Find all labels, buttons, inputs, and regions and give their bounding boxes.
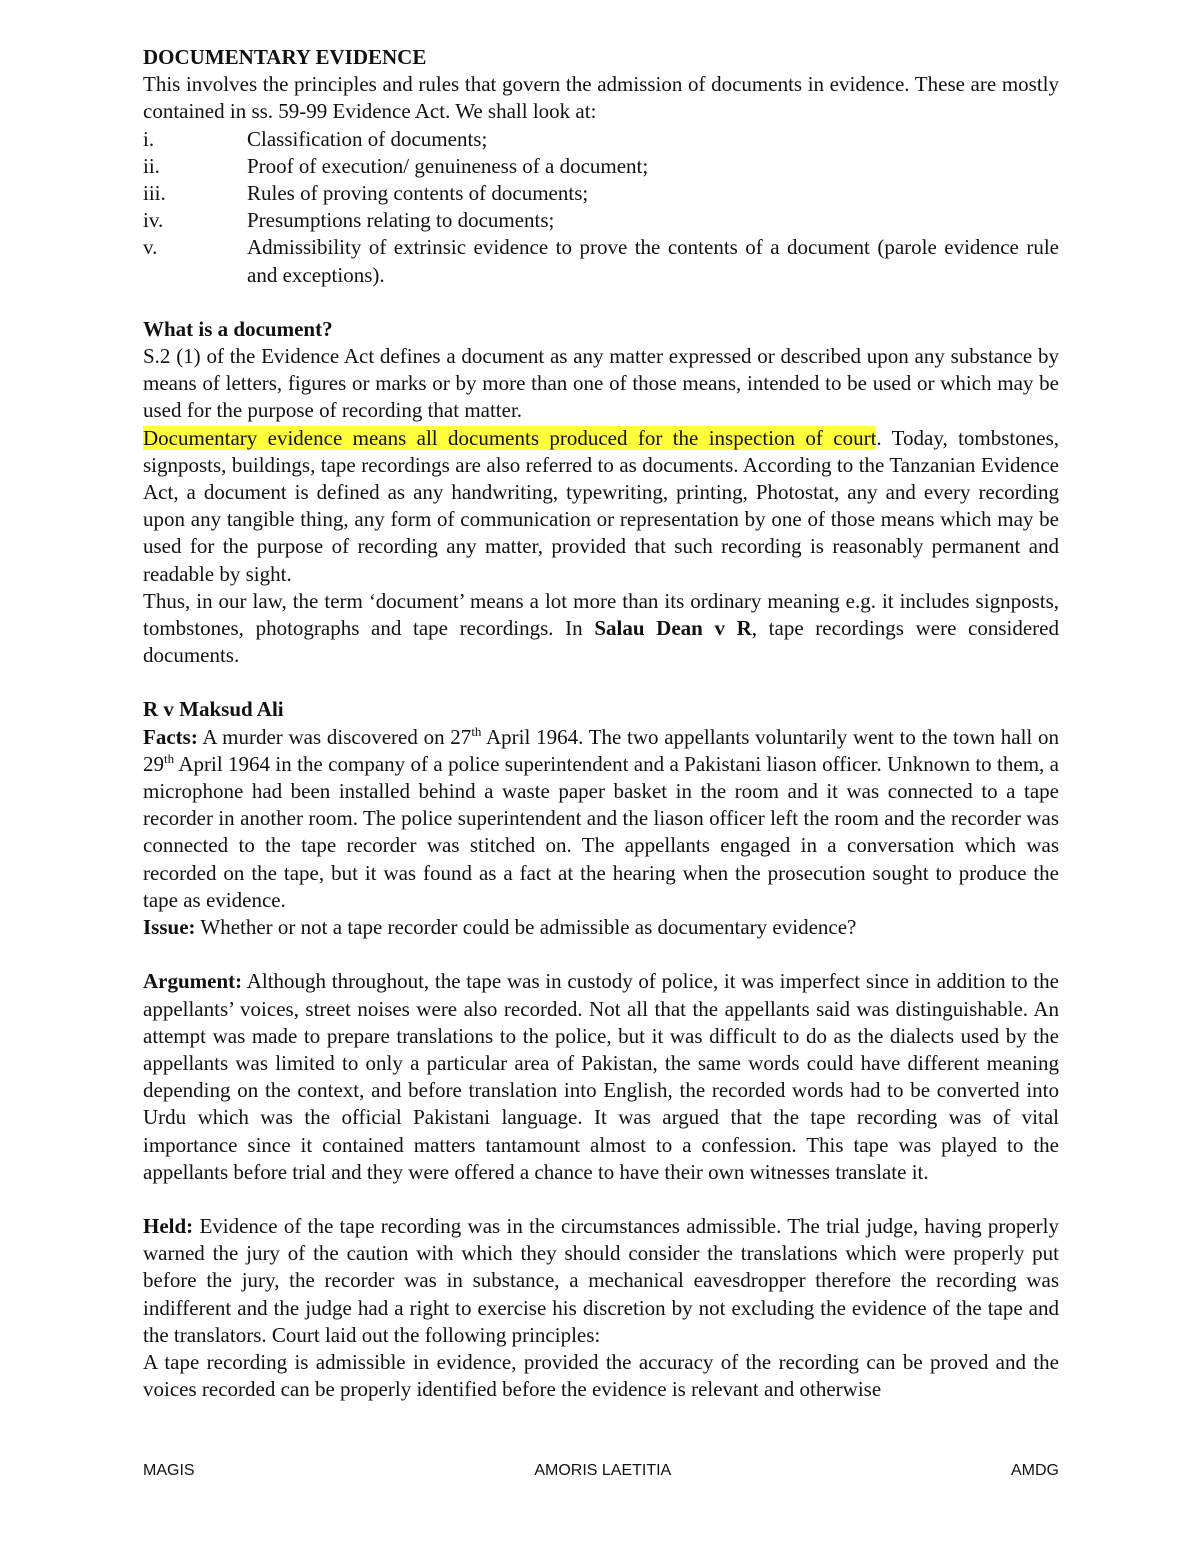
list-number: i. — [143, 126, 155, 151]
footer-center: AMORIS LAETITIA — [534, 1462, 672, 1479]
list-number: ii. — [143, 153, 160, 178]
paragraph-text: Thus, in our law, the term ‘document’ means a lot more than its ordinary meaning e.g. it includes signposts, tombstones, photographs and tape recordings. In — [143, 588, 1059, 641]
thus-paragraph — [143, 588, 1059, 670]
held-label: Held: — [143, 1213, 194, 1238]
list-item — [143, 153, 1059, 180]
list-number: v. — [143, 235, 158, 260]
paragraph-text: Evidence of the tape recording was in the circumstances admissible. The trial judge, having properly warned the jury of the caution with which they should consider the translations which were properly put before the jury, the recorder was in substance, a mechanical eavesdropper therefore the recording was indifferent and the judge had a right to exercise his discretion by not excluding the evidence of the tape and the translators. Court laid out the following principles: — [143, 1213, 1059, 1347]
paragraph-text: April 1964 in the company of a police superintendent and a Pakistani liason officer. Unknown to them, a microphone had been installed behind a waste paper basket in the room and it was connected to a tape recorder in another room. The police superintendent and the liason officer left the room and the recorder was connected to the tape recorder was stitched on. The appellants engaged in a conversation which was recorded on the tape, but it was found as a fact at the hearing when the prosecution sought to produce the tape as evidence. — [143, 751, 1059, 912]
issue-paragraph — [143, 914, 1059, 941]
intro-paragraph: This involves the principles and rules that govern the admission of documents in evidence. These are mostly contained in ss. 59-99 Evidence Act. We shall look at: — [143, 72, 1059, 124]
list-item — [143, 180, 1059, 207]
page-footer — [143, 1462, 1059, 1480]
documentary-evidence-paragraph — [143, 425, 1059, 588]
list-text: Proof of execution/ genuineness of a document; — [247, 153, 649, 178]
superscript: th — [164, 750, 175, 766]
argument-label: Argument: — [143, 969, 243, 994]
list-item — [143, 234, 1059, 288]
topics-list — [143, 126, 1059, 289]
paragraph-text: Whether or not a tape recorder could be admissible as documentary evidence? — [195, 915, 857, 940]
superscript: th — [471, 723, 482, 739]
paragraph-text: Although throughout, the tape was in custody of police, it was imperfect since in addition to the appellants’ voices, street noises were also recorded. Not all that the appellants said was distinguishable. An attempt was made to prepare translations to the police, but it was difficult to do as the dialects used by the appellants was limited to only a particular area of Pakistan, the same words could have different meaning depending on the context, and before translation into English, the recorded words had to be converted into Urdu which was the official Pakistani language. It was argued that the tape recording was of vital importance since it contained matters tantamount almost to a confession. This tape was played to the appellants before trial and they were offered a chance to have their own witnesses translate it. — [143, 969, 1059, 1184]
argument-paragraph — [143, 968, 1059, 1186]
facts-label: Facts: — [143, 724, 198, 749]
list-text: Classification of documents; — [247, 126, 488, 151]
paragraph-text: , tape recordings were considered documents. — [143, 616, 1059, 668]
list-number: iv. — [143, 208, 164, 233]
footer-left: MAGIS — [143, 1462, 195, 1479]
list-text: Presumptions relating to documents; — [247, 208, 555, 233]
document-page — [143, 44, 1059, 1403]
definition-paragraph: S.2 (1) of the Evidence Act defines a document as any matter expressed or described upon any substance by means of letters, figures or marks or by more than one of those means, intended to be used or which may be used for the purpose of recording that matter. — [143, 344, 1059, 423]
case-name: Salau Dean v R — [594, 616, 752, 641]
paragraph-text: . Today, tombstones, signposts, buildings, tape recordings are also referred to as documents. According to the Tanzanian Evidence Act, a document is defined as any handwriting, typewriting, printing, Photostat, any and every recording upon any tangible thing, any form of communication or representation by one of those means which may be used for the purpose of recording any matter, provided that such recording is reasonably permanent and readable by sight. — [143, 425, 1060, 586]
footer-right: AMDG — [1010, 1462, 1059, 1479]
case-title: R v Maksud Ali — [143, 697, 284, 722]
held-paragraph — [143, 1213, 1059, 1349]
list-text: Rules of proving contents of documents; — [247, 181, 589, 206]
list-item — [143, 126, 1059, 153]
issue-label: Issue: — [143, 915, 196, 940]
section-heading: What is a document? — [143, 316, 333, 341]
paragraph-text: A murder was discovered on 27 — [197, 724, 472, 749]
principles-paragraph: A tape recording is admissible in evidence, provided the accuracy of the recording can be proved and the voices recorded can be properly identified before the evidence is relevant and otherwise — [143, 1349, 1059, 1402]
list-text: Admissibility of extrinsic evidence to prove the contents of a document (parole evidence rule and exceptions). — [247, 235, 1059, 287]
facts-paragraph — [143, 724, 1059, 914]
list-number: iii. — [143, 181, 166, 206]
document-title: DOCUMENTARY EVIDENCE — [143, 45, 427, 69]
paragraph-text: April 1964. The two appellants voluntarily went to the town hall on 29 — [143, 724, 1059, 776]
highlighted-text: Documentary evidence means all documents produced for the inspection of court — [143, 425, 877, 450]
list-item — [143, 207, 1059, 234]
